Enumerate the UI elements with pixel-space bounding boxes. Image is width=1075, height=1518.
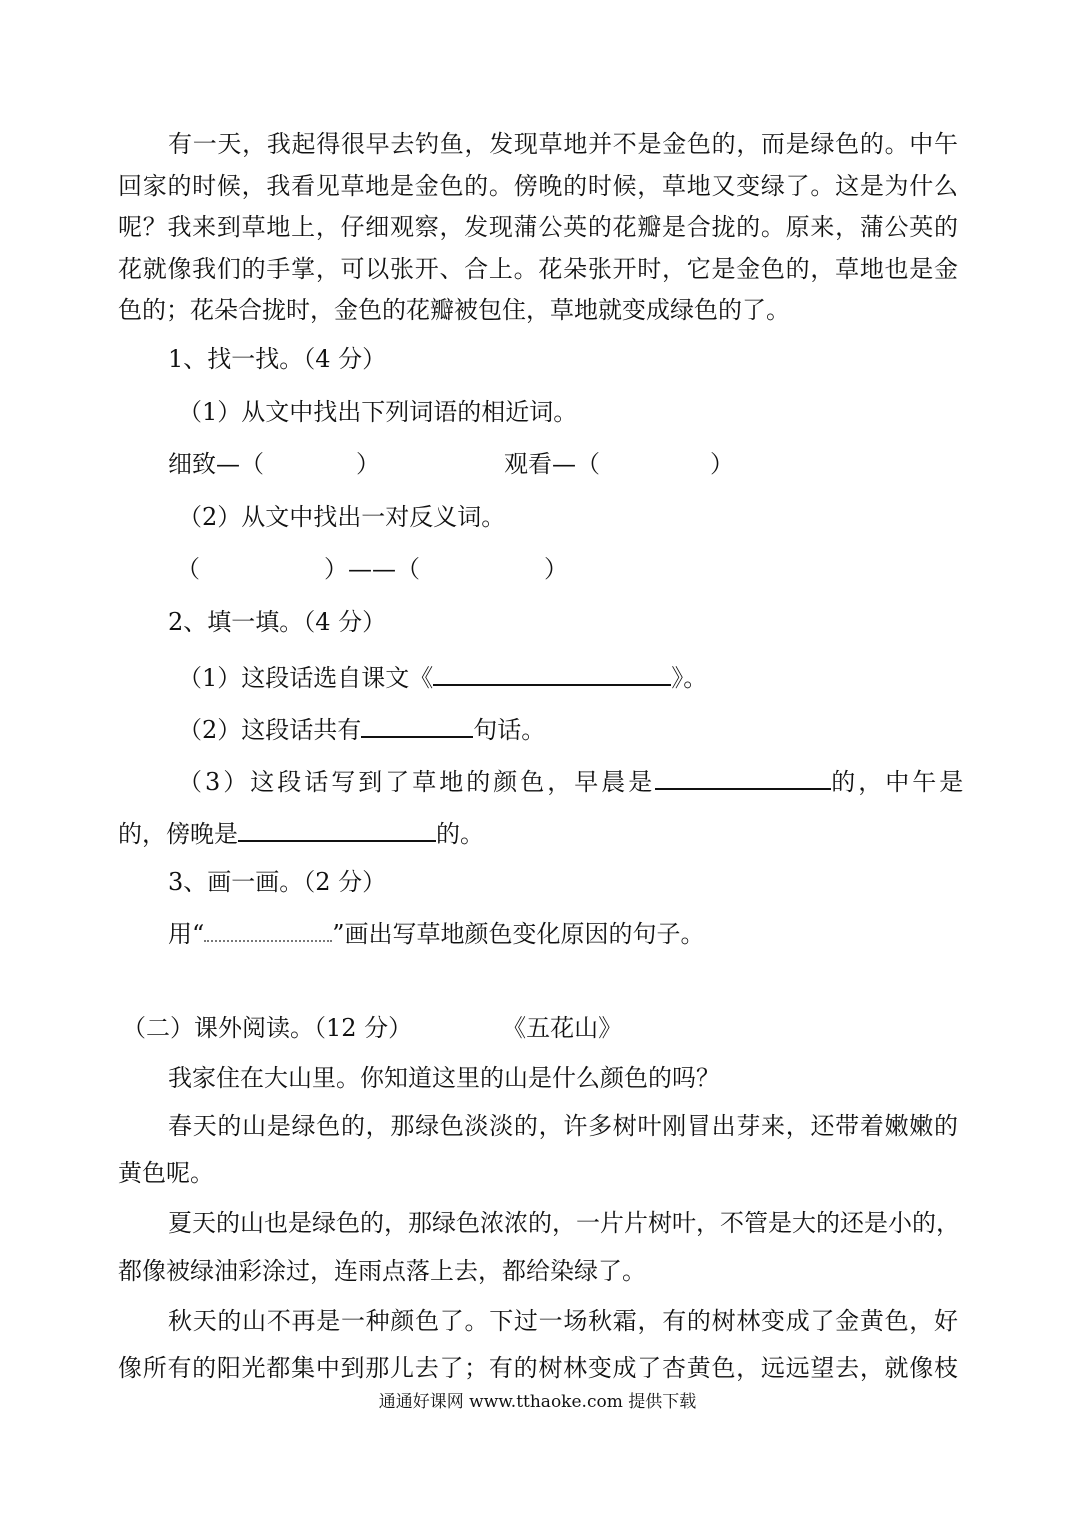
synonym-b-close: ）	[710, 450, 734, 478]
q2-s1-suffix: 》。	[671, 664, 708, 692]
q2-title: 2、填一填。（4 分）	[168, 608, 387, 636]
passage-line-1: 有一天，我起得很早去钓鱼，发现草地并不是金色的，而是绿色的。中午	[168, 130, 958, 158]
antonym-open: （	[176, 555, 200, 583]
q1-sub2: （2）从文中找出一对反义词。	[178, 503, 506, 531]
antonym-close: ）	[544, 555, 568, 583]
story-line-2: 春天的山是绿色的，那绿色淡淡的，许多树叶刚冒出芽来，还带着嫩嫩的	[168, 1112, 958, 1140]
q2-s3-line2-suffix: 的。	[436, 820, 484, 848]
story-line-5: 都像被绿油彩涂过，连雨点落上去，都给染绿了。	[118, 1257, 646, 1285]
section2-heading: （二）课外阅读。（12 分）	[122, 1014, 413, 1042]
wavy-underline-sample	[204, 920, 332, 942]
lesson-title-blank[interactable]	[433, 658, 671, 686]
synonym-b-label: 观看—（	[504, 450, 600, 478]
synonym-a-label: 细致—（	[168, 450, 264, 478]
q2-s3-line2	[118, 814, 958, 850]
story-line-4: 夏天的山也是绿色的，那绿色浓浓的，一片片树叶，不管是大的还是小的，	[168, 1209, 960, 1237]
q2-s2	[178, 710, 1018, 746]
q2-s2-suffix: 句话。	[473, 716, 546, 744]
q3-suffix: ”画出写草地颜色变化原因的句子。	[332, 920, 705, 948]
q3-instruction	[168, 918, 958, 950]
q3-prefix: 用“	[168, 920, 205, 948]
story-title: 《五花山》	[502, 1014, 623, 1042]
page-footer: 通通好课网 www.tthaoke.com 提供下载	[378, 1392, 697, 1412]
antonym-mid: ）——（	[324, 555, 420, 583]
q1-title: 1、找一找。（4 分）	[168, 345, 387, 373]
section2-heading-row	[122, 1012, 962, 1044]
q1-synonym-row	[168, 448, 958, 480]
q1-sub1: （1）从文中找出下列词语的相近词。	[178, 398, 578, 426]
story-line-1: 我家住在大山里。你知道这里的山是什么颜色的吗？	[168, 1064, 720, 1092]
passage-line-2: 回家的时候，我看见草地是金色的。傍晚的时候，草地又变绿了。这是为什么	[118, 172, 958, 200]
sentence-count-blank[interactable]	[361, 710, 473, 738]
synonym-a-close: ）	[356, 450, 380, 478]
passage-line-5: 色的；花朵合拢时，金色的花瓣被包住，草地就变成绿色的了。	[118, 296, 790, 324]
q1-antonym-row	[176, 553, 1016, 585]
morning-color-blank[interactable]	[655, 762, 831, 790]
story-line-3: 黄色呢。	[118, 1159, 214, 1187]
q2-s1-prefix: （1）这段话选自课文《	[178, 664, 434, 692]
q2-s3	[178, 762, 967, 798]
q2-s3-prefix: （3）这段话写到了草地的颜色，早晨是	[178, 768, 656, 796]
story-line-7: 像所有的阳光都集中到那儿去了；有的树林变成了杏黄色，远远望去，就像枝	[118, 1354, 958, 1382]
q2-s3-suffix: 的，中午是	[831, 768, 967, 796]
evening-color-blank[interactable]	[238, 814, 436, 842]
q2-s1	[178, 658, 1018, 694]
q3-title: 3、画一画。（2 分）	[168, 868, 387, 896]
q2-s2-prefix: （2）这段话共有	[178, 716, 362, 744]
passage-line-4: 花就像我们的手掌，可以张开、合上。花朵张开时，它是金色的，草地也是金	[118, 255, 958, 283]
story-line-6: 秋天的山不再是一种颜色了。下过一场秋霜，有的树林变成了金黄色，好	[168, 1307, 958, 1335]
passage-line-3: 呢？我来到草地上，仔细观察，发现蒲公英的花瓣是合拢的。原来，蒲公英的	[118, 213, 958, 241]
q2-s3-line2-prefix: 的，傍晚是	[118, 820, 238, 848]
